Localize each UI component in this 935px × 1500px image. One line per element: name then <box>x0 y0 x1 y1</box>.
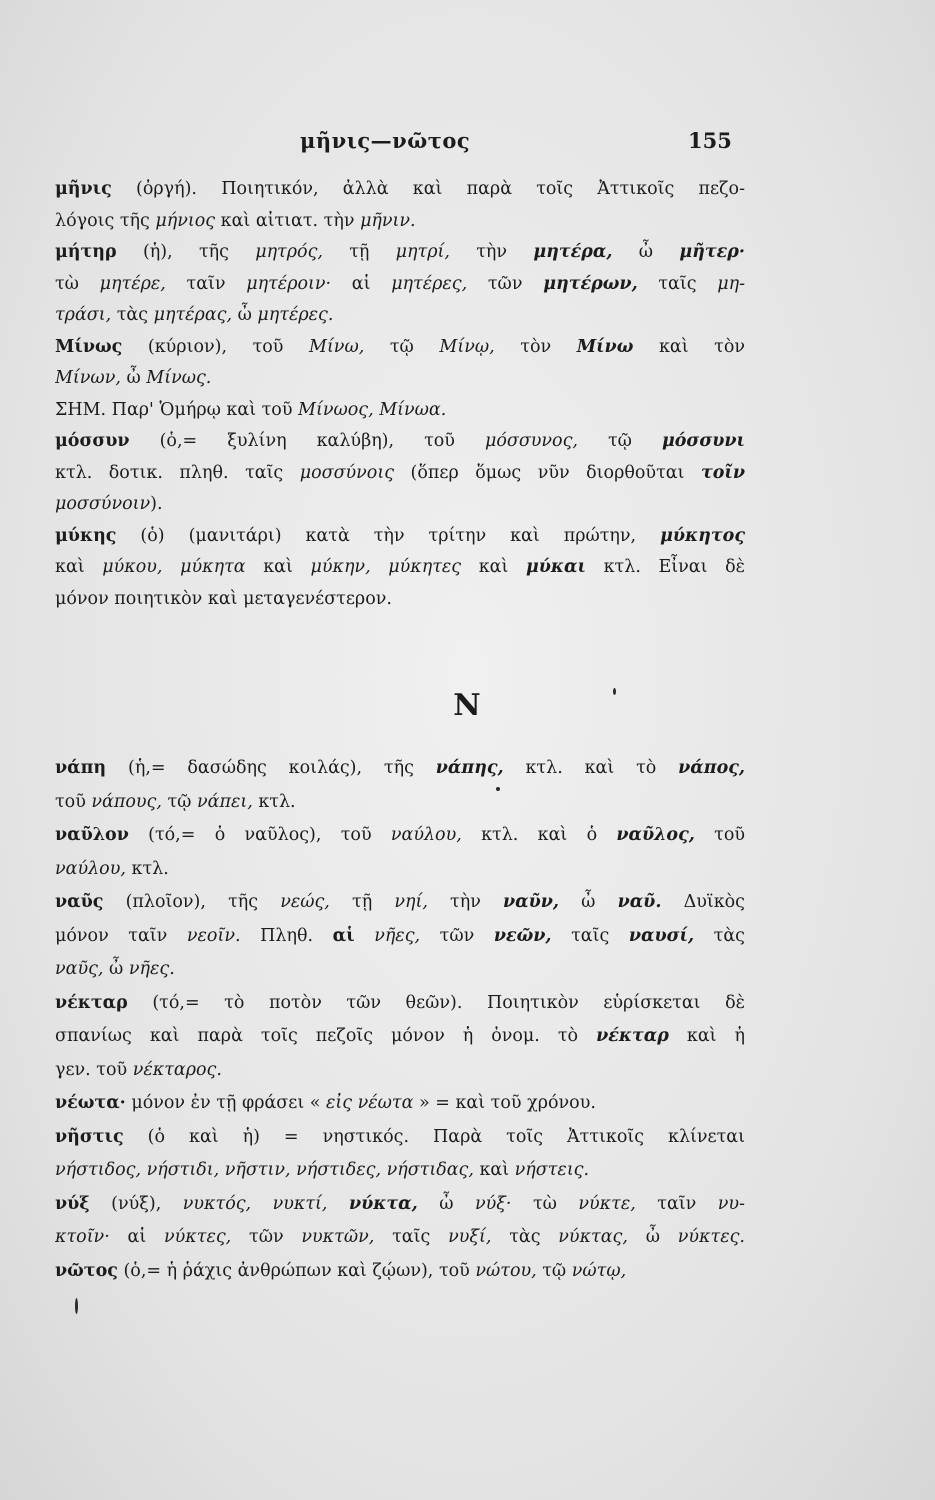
entry-text: τοῖν <box>700 462 745 483</box>
entry-line <box>55 886 745 920</box>
entry-text: μῆνιν. <box>360 210 416 231</box>
entry-text: μήνιος <box>155 210 216 231</box>
entry-text: καὶ αἰτιατ. τὴν <box>215 210 361 231</box>
entry-text: τῶν <box>467 273 544 294</box>
entry-text: νήστεις. <box>514 1160 590 1180</box>
entry-line <box>55 1087 745 1121</box>
entry-text: (πλοῖον), τῆς <box>103 892 281 912</box>
entry-text: νύκτε, <box>578 1193 636 1214</box>
entry-text: νεῶν, <box>493 925 552 946</box>
entry-line <box>55 521 745 553</box>
entry-text: ). <box>150 494 163 514</box>
entry-text: κτοῖν· <box>55 1227 110 1247</box>
entry-text: μύκην, μύκητες <box>310 557 462 577</box>
entry-text: νύκτες, <box>164 1227 232 1247</box>
entry-text: νάπης, <box>435 758 504 778</box>
headword: ναῦς <box>55 892 104 912</box>
entry-text: τῇ <box>329 892 395 912</box>
entry-text <box>327 1194 349 1214</box>
headword: μόσσυν <box>55 431 130 451</box>
entry-line <box>55 853 745 887</box>
entry-text: (νύξ), <box>89 1193 183 1214</box>
entry-text: κτλ. καὶ ὁ <box>461 825 617 845</box>
entry-line <box>55 332 745 364</box>
entry-line <box>55 1255 745 1289</box>
entry-text: μητέρων, <box>543 273 638 294</box>
entry-text: καὶ τὸν <box>633 336 745 357</box>
entry-text: τῇ <box>322 242 396 262</box>
entry-text: μη- <box>717 273 745 294</box>
entry-text: νάπους, <box>91 791 162 812</box>
entry-text: κτλ. Εἶναι δὲ <box>586 557 745 577</box>
entry-text: ναῦ. <box>617 892 662 912</box>
entry-line <box>55 786 745 820</box>
entry-line <box>55 987 745 1021</box>
entry-text: καὶ <box>461 557 526 577</box>
entry-text: νύκτα, <box>348 1193 418 1214</box>
entry-text: Πληθ. <box>240 925 333 946</box>
entry-text: Μίνων, <box>55 368 121 388</box>
headword: αἱ <box>332 925 355 946</box>
headword: νῆστις <box>55 1126 124 1147</box>
entry-line <box>55 1121 745 1155</box>
entry-text: ναύλου, <box>55 858 126 879</box>
entry-line <box>55 920 745 954</box>
entry-text: καὶ ἡ <box>668 1026 745 1046</box>
entry-text: τὼ <box>55 273 100 294</box>
entry-line <box>55 269 745 301</box>
entry-text: ταῖς <box>637 273 718 294</box>
entry-text: νεοῖν. <box>186 925 241 946</box>
entry-text: μητέρε, <box>99 273 166 294</box>
entry-text: μητέρες, <box>391 273 468 294</box>
entry-text: γεν. τοῦ <box>55 1059 133 1080</box>
headword: νῶτος <box>55 1260 118 1281</box>
entry-text: ὦ <box>612 242 680 262</box>
entry-text: ναυσί, <box>628 925 695 946</box>
entry-line <box>55 395 745 427</box>
entry-text: κτλ. δοτικ. πληθ. ταῖς <box>55 462 300 483</box>
headword: ναῦλον <box>55 825 129 845</box>
headword: μῆνις <box>55 179 112 199</box>
entry-text: Μίνω, <box>309 336 365 357</box>
entry-line <box>55 174 745 206</box>
entry-text: ναῦν, <box>503 892 559 912</box>
running-title: μῆνις—νῶτος <box>300 128 471 153</box>
entry-text <box>355 926 375 946</box>
entry-text: τοῦ <box>694 825 745 845</box>
entry-text: (ἡ,= δασώδης κοιλάς), τῆς <box>106 758 436 778</box>
entry-text: νύκτας, <box>558 1227 628 1247</box>
entry-text: μύκου, μύκητα <box>102 557 246 577</box>
entry-text: ναύλου, <box>390 825 462 845</box>
entry-text: μόσσυνος, <box>484 431 578 451</box>
entry-text: νῆες, <box>374 925 421 946</box>
entry-text: Μίνωος, Μίνωα. <box>298 399 447 420</box>
entry-line <box>55 363 745 395</box>
entry-line <box>55 458 745 490</box>
entry-text: μητέροιν· <box>246 273 332 294</box>
headword: Μίνως <box>55 336 123 357</box>
entry-text: μύκητος <box>660 525 745 546</box>
entry-text: τῶν <box>420 925 494 946</box>
entry-text: κτλ. καὶ τὸ <box>503 758 679 778</box>
entry-text: νυ- <box>717 1193 745 1214</box>
page-header <box>0 128 935 160</box>
entry-line <box>55 752 745 786</box>
entry-text: μύκαι <box>525 557 586 577</box>
entry-text: νυξί, <box>448 1227 492 1247</box>
entry-text: τῷ <box>364 336 440 357</box>
entry-line <box>55 489 745 521</box>
entry-text: ὦ <box>627 1227 678 1247</box>
headword: νέκταρ <box>55 992 128 1013</box>
entry-text: μητέρα, <box>533 242 613 262</box>
entry-text: ὦ <box>120 368 147 388</box>
entry-line <box>55 1221 745 1255</box>
entry-text: νέκταρος. <box>132 1059 222 1080</box>
entry-line <box>55 237 745 269</box>
entry-text: τὰς <box>694 925 745 946</box>
entry-text: (κύριον), τοῦ <box>122 336 310 357</box>
entry-text: ταῖς <box>551 925 629 946</box>
entry-text: μόνον ποιητικὸν καὶ μεταγενέστερον. <box>55 588 392 609</box>
entry-text: αἱ <box>109 1227 165 1247</box>
entry-text: μῆτερ· <box>679 242 745 262</box>
headword: νάπη <box>55 758 107 778</box>
entry-text: ναῦλος, <box>616 825 695 845</box>
entry-text: καὶ <box>55 557 103 577</box>
page-number: 155 <box>688 128 732 153</box>
entry-line <box>55 1020 745 1054</box>
entry-text: ταῖν <box>635 1193 718 1214</box>
entry-text: νήστιδος, νήστιδι, νῆστιν, νήστιδες, νήστιδας, <box>55 1160 474 1180</box>
headword: νέωτα· <box>55 1093 126 1113</box>
entry-text: σπανίως καὶ παρὰ τοῖς πεζοῖς μόνον ἡ ὀνομ. τὸ <box>55 1026 597 1046</box>
entry-text: (ὅπερ ὅμως νῦν διορθοῦται <box>394 462 701 483</box>
entry-text: μητρί, <box>395 242 450 262</box>
entry-text: νύκτες. <box>677 1227 745 1247</box>
section-letter: Ν <box>453 688 482 723</box>
ink-speck <box>613 688 616 695</box>
entry-text: μητρός, <box>255 242 323 262</box>
entry-text: μοσσύνοις <box>299 462 395 483</box>
entry-text: (ὁ καὶ ἡ) = νηστικός. Παρὰ τοῖς Ἀττικοῖς κλίνεται <box>123 1126 745 1147</box>
entries-block-mu <box>55 174 745 615</box>
entry-text: ταῖς <box>374 1227 449 1247</box>
entry-line <box>55 819 745 853</box>
entry-line <box>55 1188 745 1222</box>
entry-text: τὴν <box>449 242 534 262</box>
entry-line <box>55 300 745 332</box>
entry-text: νώτῳ, <box>571 1260 627 1281</box>
entry-text: μόνον ταῖν <box>55 925 187 946</box>
entry-text: ὦ <box>232 305 258 325</box>
entry-text: τὰς <box>491 1227 559 1247</box>
entry-text: νυκτῶν, <box>301 1227 375 1247</box>
headword: μήτηρ <box>55 242 117 262</box>
entry-text: τράσι, <box>55 305 112 325</box>
entry-text: ὦ <box>559 892 618 912</box>
entry-text: κτλ. <box>252 791 296 812</box>
entries-block-nu <box>55 752 745 1288</box>
entry-text: τὰς <box>111 305 154 325</box>
entry-text: Δυϊκὸς <box>661 892 745 912</box>
entry-text: αἱ <box>331 273 392 294</box>
entry-text: νυκτός, νυκτί, <box>182 1193 328 1214</box>
entry-text: νάπος, <box>678 758 745 778</box>
entry-text: (ὀργή). Ποιητικόν, ἀλλὰ καὶ παρὰ τοῖς Ἀττικοῖς πεζο- <box>111 179 745 199</box>
entry-text: καὶ <box>473 1160 515 1180</box>
entry-text: νεώς, <box>280 892 330 912</box>
headword: μύκης <box>55 525 117 546</box>
entry-text: μόνον ἐν τῇ φράσει « <box>125 1093 327 1113</box>
ink-speck <box>496 787 500 791</box>
entry-text: ταῖν <box>165 273 247 294</box>
entry-text: νηί, <box>394 892 428 912</box>
entry-text: (ἡ), τῆς <box>116 242 256 262</box>
entry-line <box>55 1054 745 1088</box>
headword: νύξ <box>55 1193 90 1214</box>
entry-text: (ὁ,= ἡ ῥάχις ἀνθρώπων καὶ ζῴων), τοῦ <box>117 1260 476 1281</box>
entry-text: Μίνω <box>576 336 634 357</box>
entry-text: νῆες. <box>128 959 175 979</box>
entry-line <box>55 1154 745 1188</box>
entry-text: ναῦς, <box>55 959 104 979</box>
entry-line <box>55 206 745 238</box>
entry-text: ΣΗΜ. Παρ' Ὁμήρῳ καὶ τοῦ <box>55 399 299 420</box>
entry-text: νώτου, <box>475 1260 537 1281</box>
entry-text: εἰς νέωτα <box>326 1093 414 1113</box>
entry-text: λόγοις τῆς <box>55 210 156 231</box>
entry-text: νύξ· <box>474 1193 512 1214</box>
entry-text: νάπει, <box>197 791 253 812</box>
entry-text: τῷ <box>161 791 197 812</box>
entry-text: τῷ <box>536 1260 572 1281</box>
entry-line <box>55 552 745 584</box>
entry-line <box>55 953 745 987</box>
entry-text: κτλ. <box>125 858 169 879</box>
entry-text: μητέρας, <box>153 305 233 325</box>
entry-text: (τό,= ὁ ναῦλος), τοῦ <box>128 825 391 845</box>
entry-text: τὴν <box>427 892 503 912</box>
entry-text: » = καὶ τοῦ χρόνου. <box>413 1093 596 1113</box>
entry-text: τοῦ <box>55 791 92 812</box>
entry-text: καὶ <box>245 557 311 577</box>
entry-text: μόσσυνι <box>661 431 745 451</box>
entry-text: τῷ <box>577 431 662 451</box>
entry-text: τῶν <box>231 1227 302 1247</box>
entry-text: (τό,= τὸ ποτὸν τῶν θεῶν). Ποιητικὸν εὑρίσκεται δὲ <box>127 992 745 1013</box>
entry-text: μοσσύνοιν <box>55 494 151 514</box>
entry-text: μητέρες. <box>257 305 334 325</box>
entry-text: τὸν <box>494 336 577 357</box>
entry-text: (ὁ) (μανιτάρι) κατὰ τὴν τρίτην καὶ πρώτην, <box>116 525 661 546</box>
entry-text: (ὁ,= ξυλίνη καλύβη), τοῦ <box>129 431 485 451</box>
entry-text: τὼ <box>511 1193 579 1214</box>
entry-text: ὦ <box>103 959 129 979</box>
entry-text: ὦ <box>417 1193 475 1214</box>
entry-line <box>55 584 745 616</box>
entry-text: νέκταρ <box>596 1026 669 1046</box>
entry-text: Μίνως. <box>146 368 212 388</box>
ink-speck <box>75 1298 78 1314</box>
entry-line <box>55 426 745 458</box>
entry-text: Μίνῳ, <box>439 336 495 357</box>
